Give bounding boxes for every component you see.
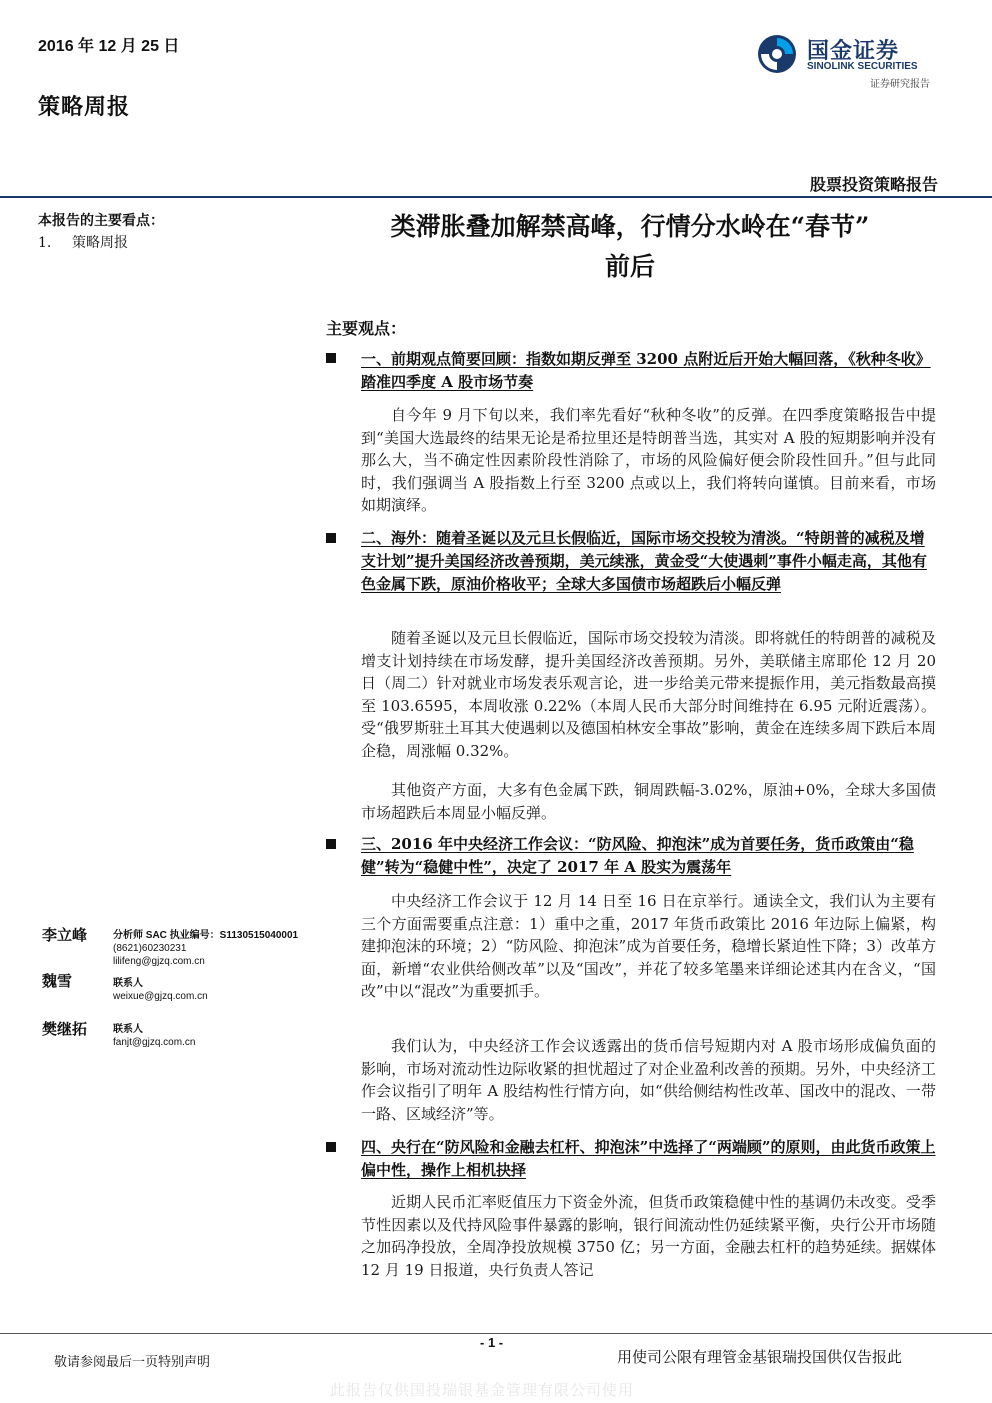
sidebar-item-label: 策略周报 [72, 235, 128, 251]
logo-subtitle: 证券研究报告 [870, 79, 930, 90]
author-phone: (8621)60230231 [113, 943, 187, 954]
point-heading: 一、前期观点简要回顾：指数如期反弹至 3200 点附近后开始大幅回落，《秋种冬收》踏准四季度 A 股市场节奏 [361, 350, 931, 391]
author-role: 联系人 [113, 1024, 143, 1035]
author-contact [113, 977, 208, 1003]
report-series: 策略周报 [38, 94, 131, 120]
point-paragraph: 我们认为，中央经济工作会议透露出的货币信号短期内对 A 股市场形成偏负面的影响，市场对流动性边际收紧的担忧超过了对企业盈利改善的预期。另外，中央经济工作会议指引了明年 A 股结构性行情方向，如“供给侧结构性改革、国改中的混改、一带一路、区域经济”等。 [361, 1037, 936, 1123]
author-contact [113, 929, 298, 968]
bullet-icon [326, 1142, 336, 1152]
point-paragraph: 中央经济工作会议于 12 月 14 日至 16 日在京举行。通读全文，我们认为主要有三个方面需要重点注意：1）重中之重，2017 年货币政策比 2016 年边际上偏紧，构建抑泡沫的环境；2）“防风险、抑泡沫”成为首要任务，稳增长紧迫性下降；3）改革方面，新增“农业供给侧改革”以及“国改”，并花了较多笔墨来详细论述其内在含义，“国改”中以“混改”为重要抓手。 [361, 892, 936, 1000]
bullet-icon [326, 353, 336, 363]
footer-disclaimer: 敬请参阅最后一页特别声明 [54, 1355, 211, 1370]
report-title-line: 前后 [604, 252, 655, 281]
logo-name-cn: 国金证券 [807, 39, 900, 64]
footer-watermark: 此报告仅供国投瑞银基金管理有限公司使用 [330, 1381, 635, 1399]
bullet-icon [326, 533, 336, 543]
point-heading: 二、海外：随着圣诞以及元旦长假临近，国际市场交投较为清淡。“特朗普的减税及增支计划”提升美国经济改善预期，美元续涨，黄金受“大使遇刺”事件小幅走高，其他有色金属下跌，原油价格收平；全球大多国债市场超跌后小幅反弹 [361, 529, 927, 593]
header-divider [0, 196, 992, 198]
author-name: 魏雪 [42, 972, 73, 990]
point-paragraph: 随着圣诞以及元旦长假临近，国际市场交投较为清淡。即将就任的特朗普的减税及增支计划持续在市场发酵，提升美国经济改善预期。另外，美联储主席耶伦 12 月 20 日（周二）针对就业市场发表乐观言论，进一步给美元带来提振作用，美元指数最高摸至 103.6595，本周收涨 0.22%（本周人民币大部分时间维持在 6.95 元附近震荡）。受“俄罗斯驻土耳其大使遇刺以及德国柏林安全事故”影响，黄金在连续多周下跌后本周企稳，周涨幅 0.32%。 [361, 629, 936, 760]
logo-name-en: SINOLINK SECURITIES [807, 61, 918, 72]
sidebar-item-number: 1. [38, 235, 52, 251]
author-email[interactable]: weixue@gjzq.com.cn [113, 991, 208, 1002]
point-paragraph: 近期人民币汇率贬值压力下资金外流，但货币政策稳健中性的基调仍未改变。受季节性因素以及代持风险事件暴露的影响，银行间流动性仍延续紧平衡，央行公开市场随之加码净投放，全周净投放规模 3750 亿；另一方面，金融去杠杆的趋势延续。据媒体 12 月 19 日报道，央行负责人答记 [361, 1193, 936, 1279]
footer-right-text: 用使司公限有理管金基银瑞投国供仅告报此 [617, 1348, 903, 1366]
sidebar-title: 本报告的主要看点： [38, 213, 164, 229]
author-contact [113, 1023, 195, 1049]
author-role: 分析师 SAC 执业编号：S1130515040001 [113, 930, 299, 941]
report-title [325, 207, 935, 287]
author-email[interactable]: lilifeng@gjzq.com.cn [113, 956, 205, 967]
report-title-line: 类滞胀叠加解禁高峰，行情分水岭在“春节” [390, 212, 870, 241]
point-heading: 四、央行在“防风险和金融去杠杆、抑泡沫”中选择了“两端顾”的原则，由此货币政策上偏中性，操作上相机抉择 [361, 1138, 936, 1179]
page-number: - 1 - [480, 1335, 504, 1350]
point-paragraph: 自今年 9 月下旬以来，我们率先看好“秋种冬收”的反弹。在四季度策略报告中提到“美国大选最终的结果无论是希拉里还是特朗普当选，其实对 A 股的短期影响并没有那么大，当不确定性因素阶段性消除了，市场的风险偏好便会阶段性回升。”但与此同时，我们强调当 A 股指数上行至 3200 点或以上，我们将转向谨慎。目前来看，市场如期演绎。 [361, 406, 936, 514]
point-paragraph: 其他资产方面，大多有色金属下跌，铜周跌幅-3.02%，原油+0%，全球大多国债市场超跌后本周显小幅反弹。 [361, 781, 936, 822]
report-date: 2016 年 12 月 25 日 [38, 38, 180, 55]
logo-mark-icon [757, 34, 797, 74]
author-role: 联系人 [113, 978, 143, 989]
footer-divider [0, 1333, 992, 1334]
author-email[interactable]: fanjt@gjzq.com.cn [113, 1037, 196, 1048]
section-heading: 主要观点： [326, 319, 407, 338]
bullet-icon [326, 839, 336, 849]
author-name: 李立峰 [42, 926, 88, 944]
author-name: 樊继拓 [42, 1020, 88, 1038]
company-logo [757, 30, 957, 94]
report-type: 股票投资策略报告 [809, 175, 938, 194]
point-heading: 三、2016 年中央经济工作会议：“防风险、抑泡沫”成为首要任务，货币政策由“稳健”转为“稳健中性”，决定了 2017 年 A 股实为震荡年 [361, 835, 914, 876]
sidebar-item [38, 232, 128, 252]
